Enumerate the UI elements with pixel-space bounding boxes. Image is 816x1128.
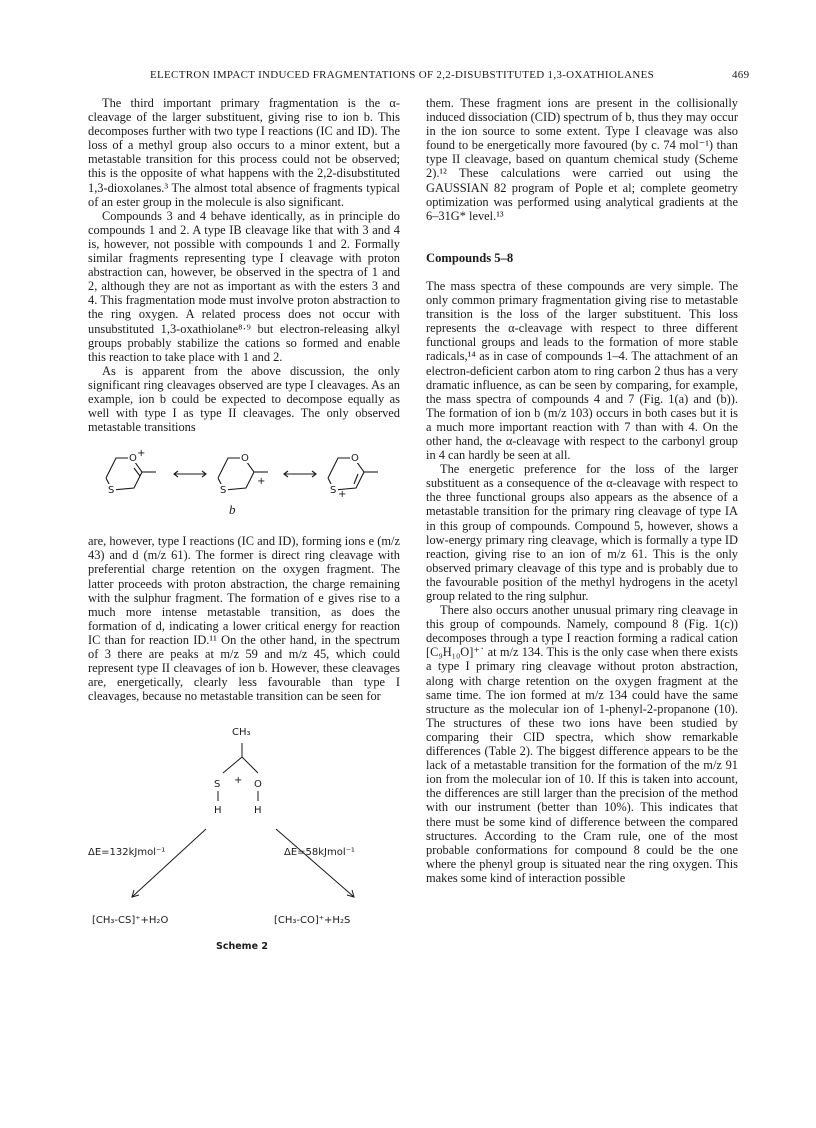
sulphur-atom-label: S: [108, 485, 115, 497]
scheme-caption: Scheme 2: [216, 941, 268, 953]
positive-charge-label: +: [234, 775, 243, 787]
paragraph: The mass spectra of these compounds are very simple. The only common primary fragmentation giving rise to metastable transition is the loss of the larger substituent. This loss represents the α-cleavage with respect to three different functional groups and leads to the formation of more stable radicals,¹⁴ as in case of compounds 1–4. The attachment of an electron-deficient carbon atom to ring carbon 2 thus has a very dramatic influence, as can be seen by comparing, for example, the mass spectra of compounds 4 and 7 (Fig. 1(a) and (b)). The formation of ion b (m/z 103) occurs in both cases but it is a much more important reaction with 7 than with 4. On the other hand, the α-cleavage with respect to the carbonyl group in 4 can hardly be seen at all.: [426, 278, 738, 463]
paragraph: them. These fragment ions are present in the collisionally induced dissociation (CID) spectrum of b, thus they may occur in the ion source to some extent. Type I cleavage was also found to be energetically more favoured (by c. 74 mol⁻¹) than type II cleavage, based on quantum chemical study (Scheme 2).¹² These calculations were carried out using the GAUSSIAN 82 program of Pople et al; complete geometry optimization was performed using analytical gradients at the 6–31G* level.¹³: [426, 96, 738, 223]
positive-charge-label: +: [257, 476, 266, 488]
methyl-label: CH₃: [232, 727, 251, 739]
paragraph: As is apparent from the above discussion, the only significant ring cleavages observed are type I cleavages. As an example, ion b could be expected to decompose equally as well with type I as type II cleavages. The only observed metastable transitions: [88, 363, 400, 435]
ion-b-resonance-structures: [88, 444, 400, 518]
positive-charge-label: +: [137, 448, 146, 460]
page-number: 469: [732, 69, 750, 81]
sulphur-atom-label: S: [330, 485, 337, 497]
scheme-2-figure: [88, 717, 400, 1017]
paragraph: The third important primary fragmentation is the α-cleavage of the larger substituent, giving rise to ion b. This decomposes further with two type I reactions (IC and ID). The loss of a methyl group also occurs to a minor extent, but a metastable transition for this process could not be observed; this is the opposite of what happens with the 2,2-disubstituted 1,3-dioxolanes.³ The almost total absence of fragments typical of an ester group in the molecule is also significant.: [88, 96, 400, 209]
sulphur-atom-label: S: [220, 485, 227, 497]
section-heading: Compounds 5–8: [426, 250, 514, 265]
positive-charge-label: +: [338, 489, 347, 501]
oxygen-atom-label: O: [351, 453, 359, 465]
paragraph: Compounds 3 and 4 behave identically, as in principle do compounds 1 and 2. A type IB cleavage like that with 3 and 4 is, however, not possible with compounds 1 and 2. Formally similar fragments representing type I cleavage with proton abstraction can, however, be observed in the spectra of 1 and 2, although they are not as important as with the esters 3 and 4. This fragmentation mode must involve proton abstraction to the ring oxygen. A related process does not occur with unsubstituted 1,3-oxathiolane⁸·⁹ but electron-releasing alkyl groups probably stabilize the cations so formed and enable this reaction to take place with 1 and 2.: [88, 208, 400, 364]
right-energy-label: ΔE=58kJmol⁻¹: [284, 847, 355, 859]
right-product-label: [CH₃-CO]⁺+H₂S: [274, 915, 351, 927]
paragraph: There also occurs another unusual primary ring cleavage in this group of compounds. Namely, compound 8 (Fig. 1(c)) decomposes through a type I reaction forming a radical cation [C₉H₁₀O]⁺˙ at m/z 134. This is the only case when there exists a type I primary ring cleavage without proton abstraction, along with charge retention on the oxygen fragment at the same time. The ion formed at m/z 134 could have the same structure as the molecular ion of 1-phenyl-2-propanone (10). The structures of these two ions have been studied by comparing their CID spectra, which show remarkable differences (Table 2). The biggest difference appears to be the lack of a metastable transition for the formation of the m/z 91 ion from the molecular ion of 10. If this is taken into account, the differences are still larger than the precision of the method with our instrument (better than 10%). This indicates that there must be some kind of difference between the compared structures. According to the Cram rule, one of the most probable conformations for compound 8 could be the one where the phenyl group is situated near the ring oxygen. This makes some kind of interaction possible: [426, 603, 738, 885]
paragraph: The energetic preference for the loss of the larger substituent as a consequence of the α-cleavage with respect to the three functional groups also appears as the absence of a metastable transition for the primary ring cleavage of type IA in this group of compounds. Compound 5, however, shows a low-energy primary ring cleavage, which is formally a type ID reaction, giving rise to an ion of m/z 61. This is the only observed primary cleavage of this type and is probably due to the favourable position of the methyl hydrogens in the acetyl group related to the ring sulphur.: [426, 462, 738, 603]
oxygen-atom-label: O: [129, 453, 137, 465]
oxygen-atom-label: O: [241, 453, 249, 465]
left-product-label: [CH₃-CS]⁺+H₂O: [92, 915, 169, 927]
running-title: ELECTRON IMPACT INDUCED FRAGMENTATIONS OF 2,2-DISUBSTITUTED 1,3-OXATHIOLANES: [150, 69, 655, 81]
oxygen-atom-label: O: [254, 779, 262, 791]
hydrogen-atom-label: H: [254, 805, 262, 817]
structure-label: b: [229, 502, 236, 518]
left-energy-label: ΔE=132kJmol⁻¹: [88, 847, 166, 859]
left-column: [88, 96, 400, 1017]
right-column: [426, 96, 738, 885]
sulphur-atom-label: S: [214, 779, 221, 791]
paragraph: are, however, type I reactions (IC and ID), forming ions e (m/z 43) and d (m/z 61). The former is direct ring cleavage with preferential charge retention on the oxygen fragment. The latter proceeds with proton abstraction, the charge remaining with the sulphur fragment. The formation of e gives rise to a much more intense metastable transition, as does the formation of d, indicating a lower critical energy for reaction IC than for reaction ID.¹¹ On the other hand, in the spectrum of 3 there are peaks at m/z 59 and m/z 45, which could represent type II cleavages of ion b. However, these cleavages are, energetically, clearly less favourable than type I cleavages, because no metastable transition can be seen for: [88, 534, 400, 704]
hydrogen-atom-label: H: [214, 805, 222, 817]
